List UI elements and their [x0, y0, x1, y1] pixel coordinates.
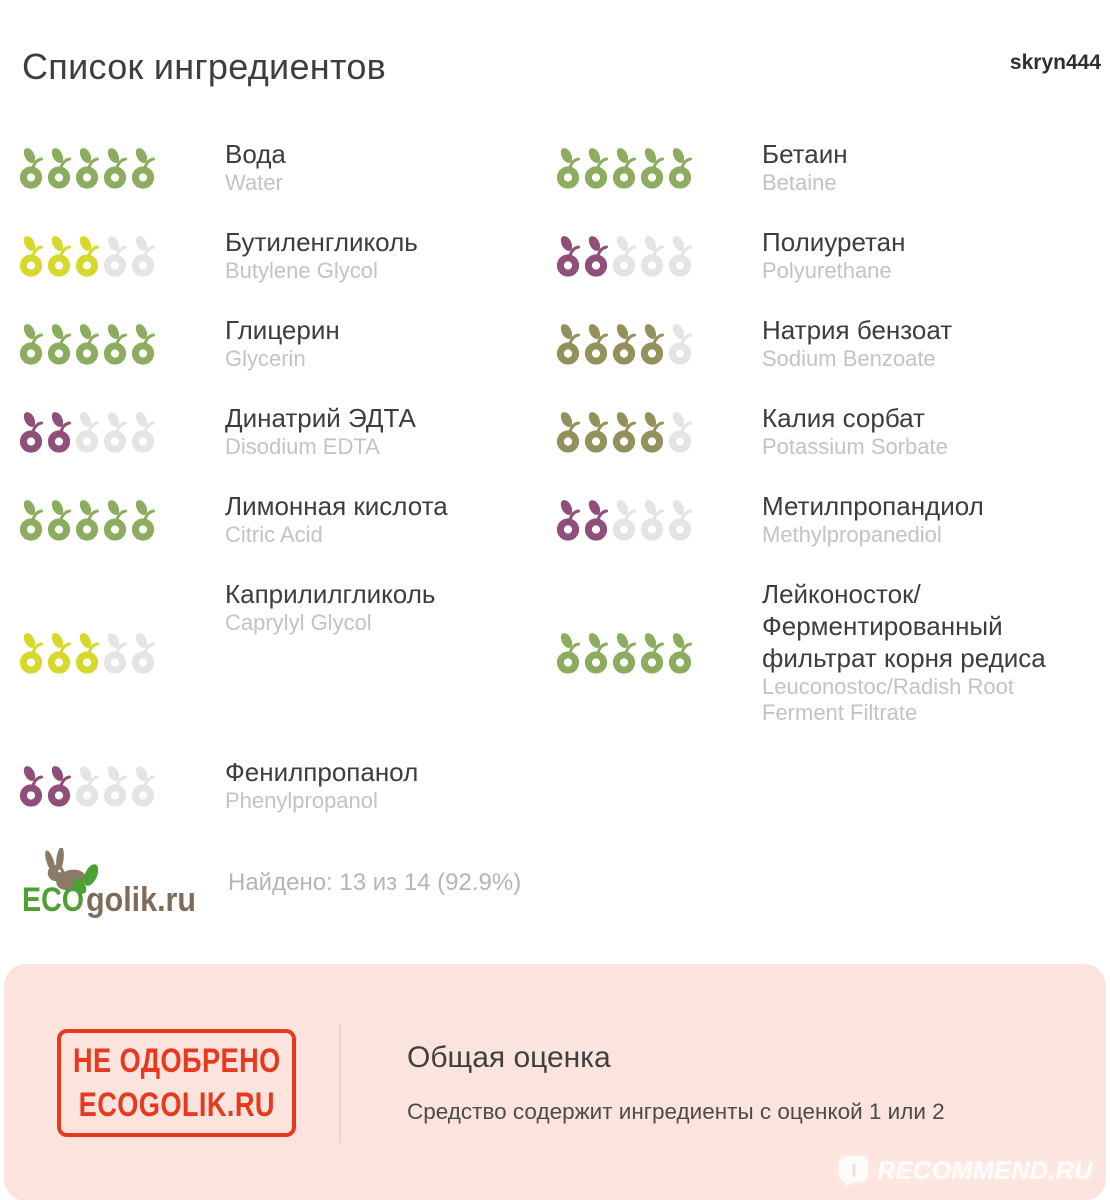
apple-icon: [74, 233, 102, 277]
apple-icon: [18, 763, 46, 807]
ingredient-name-en: Caprylyl Glycol: [225, 610, 372, 635]
apple-icon: [667, 409, 695, 453]
apple-icon: [74, 321, 102, 365]
ingredient-row-betaine: [555, 138, 1092, 196]
apple-icon: [611, 409, 639, 453]
apple-icon: [583, 321, 611, 365]
apple-rating: [555, 409, 695, 453]
ingredient-row-butylene-glycol: [18, 226, 555, 284]
apple-icon: [639, 321, 667, 365]
ingredient-row-sodium-benzoate: [555, 314, 1092, 372]
verdict-heading: Общая оценка: [407, 1040, 611, 1074]
ingredient-text: [762, 490, 984, 548]
apple-icon: [46, 233, 74, 277]
apple-icon: [611, 497, 639, 541]
ingredients-grid: [18, 138, 1110, 814]
ingredient-name-en: Disodium EDTA: [225, 434, 380, 459]
apple-rating: [18, 630, 158, 674]
apple-icon: [46, 409, 74, 453]
apple-icon: [583, 630, 611, 674]
ingredient-text: [762, 138, 848, 196]
ingredient-name-en: Water: [225, 170, 283, 195]
ingredient-row-disodium-edta: [18, 402, 555, 460]
ingredient-name-ru: Лимонная кислота: [225, 491, 448, 521]
ingredient-text: [225, 756, 418, 814]
ingredient-text: [762, 226, 905, 284]
apple-icon: [583, 233, 611, 277]
ingredient-name-en: Phenylpropanol: [225, 788, 378, 813]
ingredient-row-potassium-sorbate: [555, 402, 1092, 460]
stamp-text: [73, 1039, 281, 1127]
apple-icon: [130, 321, 158, 365]
ingredient-row-methylpropanediol: [555, 490, 1092, 548]
apple-icon: [667, 497, 695, 541]
ingredient-name-ru: Фенилпропанол: [225, 757, 419, 787]
found-counter: Найдено: 13 из 14 (92.9%): [228, 869, 522, 896]
apple-icon: [102, 409, 130, 453]
apple-icon: [18, 409, 46, 453]
apple-icon: [46, 763, 74, 807]
apple-icon: [639, 145, 667, 189]
apple-icon: [46, 145, 74, 189]
ingredient-name-en: Potassium Sorbate: [762, 434, 948, 459]
ingredient-row-polyurethane: [555, 226, 1092, 284]
apple-icon: [102, 233, 130, 277]
ingredient-name-en: Glycerin: [225, 346, 306, 371]
ingredient-name-ru: Глицерин: [225, 315, 340, 345]
ingredient-name-ru: Динатрий ЭДТА: [225, 403, 416, 433]
ingredient-row-citric-acid: [18, 490, 555, 548]
recommend-watermark-text: RECOMMEND.RU: [877, 1157, 1093, 1185]
apple-icon: [102, 497, 130, 541]
page: [0, 46, 1110, 1200]
ingredient-name-ru: Метилпропандиол: [762, 491, 984, 521]
speech-bubble-icon: [838, 1155, 870, 1188]
apple-icon: [102, 763, 130, 807]
apple-icon: [102, 321, 130, 365]
ingredient-name-ru: Каприлилгликоль: [225, 579, 436, 609]
stamp-line-2: ECOGOLIK.RU: [78, 1085, 275, 1124]
ingredient-row-water: [18, 138, 555, 196]
apple-icon: [18, 497, 46, 541]
ingredient-name-ru: Полиуретан: [762, 227, 906, 257]
apple-icon: [46, 321, 74, 365]
apple-icon: [667, 145, 695, 189]
apple-icon: [639, 409, 667, 453]
logo-text-golik: golik.ru: [86, 881, 196, 918]
apple-icon: [46, 497, 74, 541]
ingredient-name-en: Polyurethane: [762, 258, 892, 283]
apple-icon: [611, 321, 639, 365]
apple-icon: [74, 630, 102, 674]
apple-icon: [611, 145, 639, 189]
apple-icon: [555, 321, 583, 365]
ingredient-text: [225, 402, 416, 460]
apple-icon: [130, 763, 158, 807]
ingredient-text: [762, 578, 1092, 726]
apple-rating: [555, 145, 695, 189]
ingredient-text: [762, 314, 952, 372]
apple-icon: [102, 630, 130, 674]
apple-icon: [18, 233, 46, 277]
verdict-panel: [4, 964, 1106, 1200]
apple-rating: [18, 233, 158, 277]
apple-icon: [583, 145, 611, 189]
apple-icon: [583, 409, 611, 453]
apple-icon: [667, 233, 695, 277]
ingredient-name-en: Citric Acid: [225, 522, 323, 547]
ingredient-name-ru: Бутиленгликоль: [225, 227, 418, 257]
logo-text-eco: ECO: [22, 881, 84, 918]
ingredient-name-ru: Лейконосток/Ферментированный фильтрат корня редиса: [762, 579, 1046, 673]
apple-icon: [130, 145, 158, 189]
apple-icon: [555, 409, 583, 453]
apple-icon: [18, 145, 46, 189]
apple-icon: [639, 233, 667, 277]
stamp-line-1: НЕ ОДОБРЕНО: [72, 1041, 281, 1080]
apple-icon: [639, 630, 667, 674]
username-watermark: skryn444: [1009, 51, 1101, 74]
ingredient-name-ru: Натрия бензоат: [762, 315, 953, 345]
verdict-description: Средство содержит ингредиенты с оценкой 1 или 2: [407, 1098, 945, 1124]
apple-icon: [130, 233, 158, 277]
apple-rating: [18, 763, 158, 807]
apple-icon: [130, 630, 158, 674]
ingredient-name-ru: Бетаин: [762, 139, 848, 169]
apple-icon: [555, 233, 583, 277]
ingredient-name-en: Butylene Glycol: [225, 258, 378, 283]
apple-icon: [555, 630, 583, 674]
apple-icon: [102, 145, 130, 189]
site-footer-row: [20, 848, 1110, 918]
vertical-divider: [339, 1023, 341, 1143]
apple-rating: [555, 630, 695, 674]
apple-rating: [18, 321, 158, 365]
apple-icon: [611, 233, 639, 277]
apple-rating: [555, 321, 695, 365]
apple-rating: [18, 145, 158, 189]
ingredient-row-caprylyl-glycol: [18, 578, 555, 726]
ingredient-text: [225, 226, 418, 284]
apple-icon: [130, 497, 158, 541]
apple-icon: [555, 145, 583, 189]
apple-icon: [583, 497, 611, 541]
apple-rating: [555, 233, 695, 277]
ingredient-name-en: Methylpropanediol: [762, 522, 942, 547]
not-approved-stamp: [57, 1029, 296, 1137]
ingredient-name-en: Leuconostoc/Radish Root Ferment Filtrate: [762, 674, 1014, 725]
page-title: Список ингредиентов: [22, 46, 387, 87]
apple-icon: [130, 409, 158, 453]
apple-icon: [611, 630, 639, 674]
recommend-watermark: [838, 1155, 1093, 1188]
apple-icon: [667, 321, 695, 365]
apple-icon: [18, 321, 46, 365]
apple-icon: [667, 630, 695, 674]
ingredient-text: [762, 402, 948, 460]
ingredient-row-leuconostoc: [555, 578, 1092, 726]
ingredient-text: [225, 138, 286, 196]
apple-icon: [74, 145, 102, 189]
ingredient-text: [225, 490, 448, 548]
apple-rating: [18, 497, 158, 541]
apple-icon: [74, 409, 102, 453]
svg-text:I: I: [850, 1160, 858, 1182]
apple-rating: [555, 497, 695, 541]
ingredient-row-phenylpropanol: [18, 756, 555, 814]
apple-icon: [639, 497, 667, 541]
verdict-text-block: [407, 1041, 945, 1125]
apple-icon: [74, 763, 102, 807]
ingredient-name-en: Betaine: [762, 170, 837, 195]
apple-icon: [46, 630, 74, 674]
ingredient-text: [225, 314, 340, 372]
ingredient-text: [225, 578, 435, 636]
ingredient-name-ru: Калия сорбат: [762, 403, 925, 433]
ingredient-name-en: Sodium Benzoate: [762, 346, 936, 371]
ingredient-row-glycerin: [18, 314, 555, 372]
apple-icon: [74, 497, 102, 541]
apple-icon: [555, 497, 583, 541]
apple-rating: [18, 409, 158, 453]
apple-icon: [18, 630, 46, 674]
ingredient-name-ru: Вода: [225, 139, 286, 169]
ecogolik-logo[interactable]: [20, 848, 200, 918]
